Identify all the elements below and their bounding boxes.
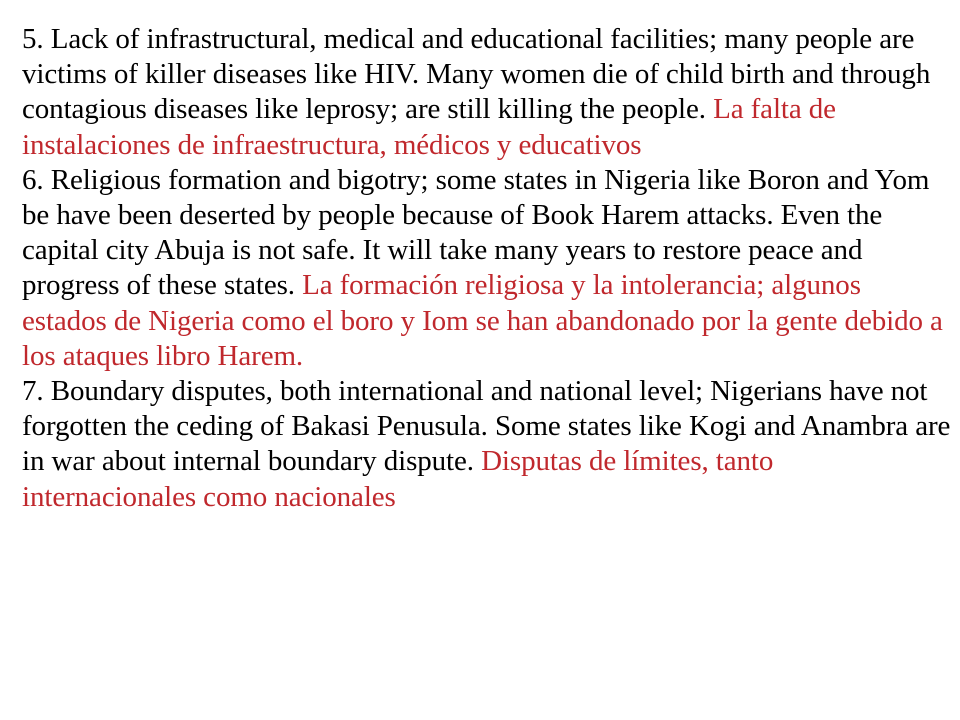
paragraph-item-7	[22, 374, 952, 515]
paragraph-5-english: 5. Lack of infrastructural, medical and educational facilities; many people are victims of killer diseases like HIV. Many women die of child birth and through contagious diseases like leprosy; are still killing the people.	[22, 23, 931, 126]
paragraph-item-6	[22, 163, 952, 374]
slide-text-body	[22, 22, 952, 515]
paragraph-item-5	[22, 22, 952, 163]
paragraph-5-spanish: La falta de instalaciones de infraestructura, médicos y educativos	[22, 93, 836, 161]
paragraph-7-english: 7. Boundary disputes, both international and national level; Nigerians have not forgotten the ceding of Bakasi Penusula. Some states like Kogi and Anambra are in war about internal boundary dispute.	[22, 375, 951, 478]
paragraph-7-spanish: Disputas de límites, tanto internacionales como nacionales	[22, 445, 774, 513]
paragraph-6-english: 6. Religious formation and bigotry; some states in Nigeria like Boron and Yom be have been deserted by people because of Book Harem attacks. Even the capital city Abuja is not safe. It will take many years to restore peace and progress of these states.	[22, 163, 930, 302]
paragraph-6-spanish: La formación religiosa y la intolerancia; algunos estados de Nigeria como el boro y Iom se han abandonado por la gente debido a los ataques libro Harem.	[22, 269, 943, 372]
